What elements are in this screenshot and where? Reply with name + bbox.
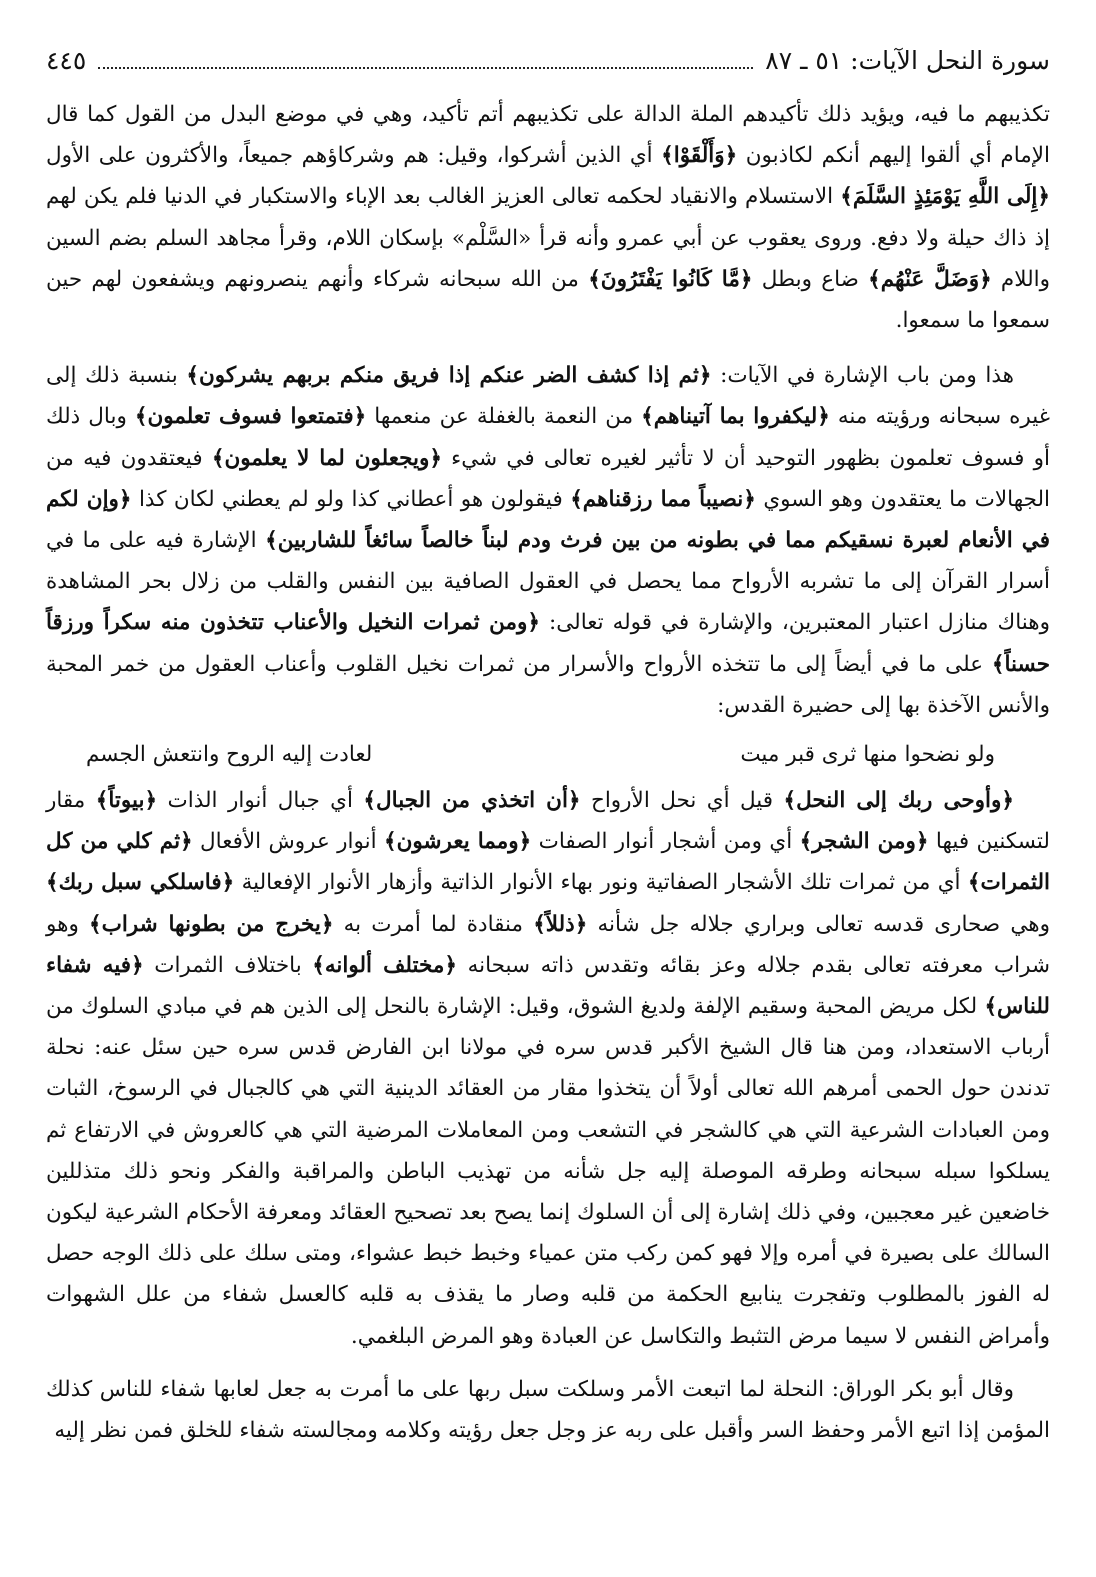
- verse-first-hemistich: ولو نضحوا منها ثرى قبر ميت: [740, 742, 995, 768]
- quran-quote: ﴿ليكفروا بما آتيناهم﴾: [641, 404, 830, 430]
- quran-quote: ﴿نصيباً مما رزقناهم﴾: [570, 486, 756, 512]
- running-header: [46, 46, 1050, 94]
- quran-quote: ﴿ومن الشجر﴾: [799, 829, 929, 855]
- quran-quote: ﴿ثم كلي من كل الثمرات﴾: [46, 829, 1050, 896]
- quran-quote: ﴿وأوحى ربك إلى النحل﴾: [783, 788, 1014, 814]
- paragraph-1: تكذيبهم ما فيه، ويؤيد ذلك تأكيدهم الملة الدالة على تكذيبهم أتم تأكيد، وهي في موضع البدل من القول كما قال الإمام أي ألقوا إليهم أنكم لكاذبون ﴿وَأَلْقَوْا﴾ أي الذين أشركوا، وقيل: هم وشركاؤهم جميعاً، والأكثرون على الأول ﴿إِلَى اللَّهِ يَوْمَئِذٍ السَّلَمَ﴾ الاستسلام والانقياد لحكمه تعالى العزيز الغالب بعد الإباء والاستكبار في الدنيا فلم يكن لهم إذ ذاك حيلة ولا دفع. وروى يعقوب عن أبي عمرو وأنه قرأ «السَّلْم» بإسكان اللام، وقرأ مجاهد السلم بضم السين واللام ﴿وَضَلَّ عَنْهُم﴾ ضاع وبطل ﴿مَّا كَانُوا يَفْتَرُونَ﴾ من الله سبحانه شركاء وأنهم ينصرونهم ويشفعون لهم حين سمعوا ما سمعوا.: [46, 102, 1051, 334]
- quran-quote: ﴿فاسلكي سبل ربك﴾: [46, 870, 235, 896]
- quran-quote: ﴿أن اتخذي من الجبال﴾: [363, 788, 581, 814]
- header-title: سورة النحل الآيات: ٥١ ـ ٨٧: [765, 46, 1050, 75]
- quran-quote: ﴿وإن لكم في الأنعام لعبرة نسقيكم مما في بطونه من بين فرث ودم لبناً خالصاً سائغاً للشاربين﴾: [46, 486, 1050, 554]
- quran-quote: ﴿مَّا كَانُوا يَفْتَرُونَ﴾: [588, 266, 753, 292]
- paragraph-gap: [46, 1357, 1050, 1369]
- quran-quote: ﴿ومما يعرشون﴾: [383, 829, 532, 855]
- paragraph-3: ﴿وأوحى ربك إلى النحل﴾ قيل أي نحل الأرواح ﴿أن اتخذي من الجبال﴾ أي جبال أنوار الذات ﴿بيوتاً﴾ مقار لتسكنين فيها ﴿ومن الشجر﴾ أي ومن أشجار أنوار الصفات ﴿ومما يعرشون﴾ أنوار عروش الأفعال ﴿ثم كلي من كل الثمرات﴾ أي من ثمرات تلك الأشجار الصفاتية ونور بهاء الأنوار الذاتية وأزهار الأنوار الإفعالية ﴿فاسلكي سبل ربك﴾ وهي صحارى قدسه تعالى وبراري جلاله جل شأنه ﴿ذللاً﴾ منقادة لما أمرت به ﴿يخرج من بطونها شراب﴾ وهو شراب معرفته تعالى بقدم جلاله وعز بقائه وتقدس ذاته سبحانه ﴿مختلف ألوانه﴾ باختلاف الثمرات ﴿فيه شفاء للناس﴾ لكل مريض المحبة وسقيم الإلفة ولديغ الشوق، وقيل: الإشارة بالنحل إلى الذين هم في مبادي السلوك من أرباب الاستعداد، ومن هنا قال الشيخ الأكبر قدس سره في مولانا ابن الفارض قدس سره حين سئل عنه: نحلة تدندن حول الحمى أمرهم الله تعالى أولاً أن يتخذوا مقار من العقائد الدينية التي هي كالجبال في الرسوخ، الثبات ومن العبادات الشرعية التي هي كالشجر في التشعب ومن المعاملات المرضية التي هي كالعروش في الارتفاع ثم يسلكوا سبله سبحانه وطرقه الموصلة إليه جل شأنه من تهذيب الباطن والمراقبة والفكر ونحو ذلك متذللين خاضعين غير معجبين، وفي ذلك إشارة إلى أن السلوك إنما يصح بعد تصحيح العقائد ومعرفة الأحكام الشرعية ليكون السالك على بصيرة في أمره وإلا فهو كمن ركب متن عمياء وخبط خبط عشواء، ومتى سلك على ذلك الوجه حصل له الفوز بالمطلوب وتفجرت ينابيع الحكمة من قلبه وصار ما يقذف به قلبه كالعسل شفاء من علل الشهوات وأمراض النفس لا سيما مرض التثبط والتكاسل عن العبادة وهو المرض البلغمي.: [46, 788, 1051, 1349]
- quran-quote: ﴿ومن ثمرات النخيل والأعناب تتخذون منه سكراً ورزقاً حسناً﴾: [46, 610, 1050, 677]
- paragraph-2: هذا ومن باب الإشارة في الآيات: ﴿ثم إذا كشف الضر عنكم إذا فريق منكم بربهم يشركون﴾ بنسبة ذلك إلى غيره سبحانه ورؤيته منه ﴿ليكفروا بما آتيناهم﴾ من النعمة بالغفلة عن منعمها ﴿فتمتعوا فسوف تعلمون﴾ وبال ذلك أو فسوف تعلمون بظهور التوحيد أن لا تأثير لغيره تعالى في شيء ﴿ويجعلون لما لا يعلمون﴾ فيعتقدون فيه من الجهالات ما يعتقدون وهو السوي ﴿نصيباً مما رزقناهم﴾ فيقولون هو أعطاني كذا ولو لم يعطني لكان كذا ﴿وإن لكم في الأنعام لعبرة نسقيكم مما في بطونه من بين فرث ودم لبناً خالصاً سائغاً للشاربين﴾ الإشارة فيه على ما في أسرار القرآن إلى ما تشربه الأرواح مما يحصل في العقول الصافية بين النفس والقلب من زلال بحر المشاهدة وهناك منازل اعتبار المعتبرين، والإشارة في قوله تعالى: ﴿ومن ثمرات النخيل والأعناب تتخذون منه سكراً ورزقاً حسناً﴾ على ما في أيضاً إلى ما تتخذه الأرواح والأسرار من ثمرات نخيل القلوب وأعناب العقول من خمر المحبة والأنس الآخذة بها إلى حضيرة القدس:: [46, 363, 1051, 718]
- header-dotted-leader: [98, 67, 753, 69]
- quran-quote: ﴿ذللاً﴾: [533, 911, 588, 937]
- quran-quote: ﴿ثم إذا كشف الضر عنكم إذا فريق منكم بربهم يشركون﴾: [186, 363, 712, 389]
- quran-quote: ﴿وَأَلْقَوْا﴾: [661, 143, 738, 169]
- quran-quote: ﴿فيه شفاء للناس﴾: [46, 952, 1050, 1020]
- quran-quote: ﴿إِلَى اللَّهِ يَوْمَئِذٍ السَّلَمَ﴾: [840, 184, 1051, 210]
- quran-quote: ﴿ويجعلون لما لا يعلمون﴾: [211, 445, 442, 471]
- quran-quote: ﴿يخرج من بطونها شراب﴾: [89, 911, 334, 937]
- verse-second-hemistich: لعادت إليه الروح وانتعش الجسم: [86, 742, 373, 768]
- page-number: ٤٤٥: [46, 46, 87, 75]
- quran-quote: ﴿فتمتعوا فسوف تعلمون﴾: [134, 404, 367, 430]
- poetry-verse: [46, 726, 1050, 780]
- quran-quote: ﴿وَضَلَّ عَنْهُم﴾: [868, 266, 992, 292]
- quran-quote: ﴿مختلف ألوانه﴾: [312, 952, 458, 978]
- book-page: [46, 46, 1050, 1451]
- paragraph-4: وقال أبو بكر الوراق: النحلة لما اتبعت الأمر وسلكت سبل ربها على ما أمرت به جعل لعابها شفاء للناس كذلك المؤمن إذا اتبع الأمر وحفظ السر وأقبل على ربه عز وجل جعل رؤيته وكلامه ومجالسته شفاء للخلق فمن نظر إليه: [46, 1376, 1050, 1444]
- paragraph-gap: [46, 341, 1050, 355]
- quran-quote: ﴿بيوتاً﴾: [95, 788, 158, 814]
